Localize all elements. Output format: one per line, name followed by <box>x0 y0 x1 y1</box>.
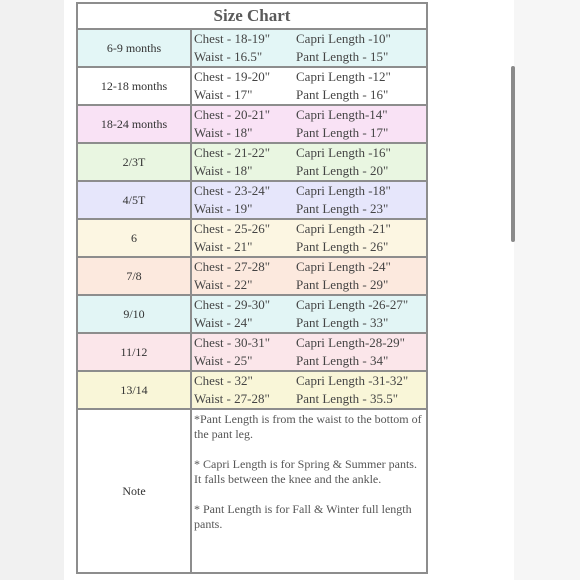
size-values <box>192 372 426 408</box>
waist-value: Waist - 24" <box>194 315 253 330</box>
note-line: *Pant Length is from the waist to the bottom of the pant leg. <box>194 412 422 441</box>
pant-value: Pant Length - 20" <box>296 163 389 178</box>
size-values <box>192 106 426 142</box>
size-values <box>192 258 426 294</box>
value-line <box>192 334 426 352</box>
value-line <box>192 86 426 104</box>
pant-value: Pant Length - 23" <box>296 201 389 216</box>
value-line <box>192 68 426 86</box>
scrollbar[interactable] <box>511 66 515 242</box>
value-line <box>192 390 426 408</box>
size-values <box>192 144 426 180</box>
size-label: 7/8 <box>78 258 192 294</box>
chest-value: Chest - 21-22" <box>194 145 271 160</box>
size-values <box>192 68 426 104</box>
capri-value: Capri Length -12" <box>296 69 391 84</box>
size-row <box>78 30 426 68</box>
value-line <box>192 30 426 48</box>
capri-value: Capri Length -16" <box>296 145 391 160</box>
size-label: 11/12 <box>78 334 192 370</box>
value-line <box>192 352 426 370</box>
pant-value: Pant Length - 29" <box>296 277 389 292</box>
waist-value: Waist - 25" <box>194 353 253 368</box>
right-margin <box>514 0 580 580</box>
capri-value: Capri Length -31-32" <box>296 373 409 388</box>
chest-value: Chest - 32" <box>194 373 253 388</box>
chest-value: Chest - 25-26" <box>194 221 271 236</box>
size-label: 18-24 months <box>78 106 192 142</box>
pant-value: Pant Length - 33" <box>296 315 389 330</box>
value-line <box>192 162 426 180</box>
value-line <box>192 372 426 390</box>
size-row <box>78 334 426 372</box>
size-label: 4/5T <box>78 182 192 218</box>
size-row <box>78 220 426 258</box>
note-row <box>78 410 426 572</box>
value-line <box>192 220 426 238</box>
size-values <box>192 30 426 66</box>
value-line <box>192 182 426 200</box>
waist-value: Waist - 27-28" <box>194 391 270 406</box>
chest-value: Chest - 20-21" <box>194 107 271 122</box>
pant-value: Pant Length - 26" <box>296 239 389 254</box>
size-label: 2/3T <box>78 144 192 180</box>
capri-value: Capri Length -26-27" <box>296 297 409 312</box>
pant-value: Pant Length - 15" <box>296 49 389 64</box>
value-line <box>192 258 426 276</box>
waist-value: Waist - 21" <box>194 239 253 254</box>
capri-value: Capri Length -24" <box>296 259 391 274</box>
chest-value: Chest - 18-19" <box>194 31 271 46</box>
value-line <box>192 296 426 314</box>
chart-title: Size Chart <box>78 4 426 30</box>
size-values <box>192 182 426 218</box>
value-line <box>192 48 426 66</box>
size-row <box>78 106 426 144</box>
note-line: * Pant Length is for Fall & Winter full length pants. <box>194 502 412 531</box>
size-label: 13/14 <box>78 372 192 408</box>
waist-value: Waist - 18" <box>194 163 253 178</box>
value-line <box>192 124 426 142</box>
size-row <box>78 258 426 296</box>
waist-value: Waist - 18" <box>194 125 253 140</box>
capri-value: Capri Length -18" <box>296 183 391 198</box>
pant-value: Pant Length - 34" <box>296 353 389 368</box>
size-label: 6-9 months <box>78 30 192 66</box>
capri-value: Capri Length-14" <box>296 107 388 122</box>
size-values <box>192 334 426 370</box>
size-label: 12-18 months <box>78 68 192 104</box>
waist-value: Waist - 17" <box>194 87 253 102</box>
size-row <box>78 296 426 334</box>
note-label: Note <box>78 410 192 572</box>
size-label: 6 <box>78 220 192 256</box>
pant-value: Pant Length - 35.5" <box>296 391 399 406</box>
value-line <box>192 106 426 124</box>
note-line: * Capri Length is for Spring & Summer pants. It falls between the knee and the ankle. <box>194 457 417 486</box>
size-row <box>78 144 426 182</box>
chest-value: Chest - 19-20" <box>194 69 271 84</box>
capri-value: Capri Length-28-29" <box>296 335 405 350</box>
size-chart-table <box>76 2 428 574</box>
size-row <box>78 372 426 410</box>
waist-value: Waist - 22" <box>194 277 253 292</box>
pant-value: Pant Length - 17" <box>296 125 389 140</box>
size-row <box>78 182 426 220</box>
chest-value: Chest - 23-24" <box>194 183 271 198</box>
capri-value: Capri Length -21" <box>296 221 391 236</box>
note-text <box>192 410 426 572</box>
size-label: 9/10 <box>78 296 192 332</box>
size-row <box>78 68 426 106</box>
chest-value: Chest - 27-28" <box>194 259 271 274</box>
value-line <box>192 200 426 218</box>
size-values <box>192 296 426 332</box>
chest-value: Chest - 30-31" <box>194 335 271 350</box>
pant-value: Pant Length - 16" <box>296 87 389 102</box>
value-line <box>192 144 426 162</box>
chest-value: Chest - 29-30" <box>194 297 271 312</box>
value-line <box>192 238 426 256</box>
size-values <box>192 220 426 256</box>
left-margin <box>0 0 64 580</box>
capri-value: Capri Length -10" <box>296 31 391 46</box>
waist-value: Waist - 16.5" <box>194 49 263 64</box>
waist-value: Waist - 19" <box>194 201 253 216</box>
value-line <box>192 276 426 294</box>
size-rows <box>78 30 426 410</box>
value-line <box>192 314 426 332</box>
